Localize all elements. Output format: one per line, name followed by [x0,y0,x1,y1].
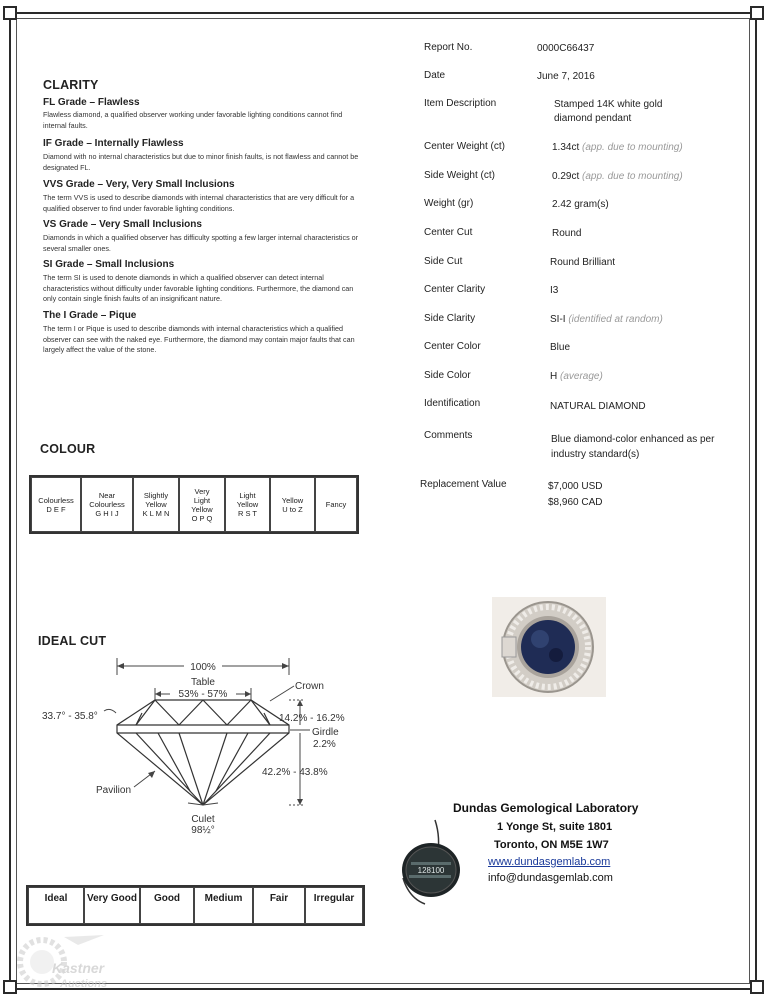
hologram-number: 128100 [417,866,445,875]
colour-cell-name: Very Light Yellow [191,486,213,514]
auction-watermark-logo [8,927,118,997]
colour-cell-name: Light Yellow [236,491,259,509]
side-cut-value: Round Brilliant [550,257,616,268]
side-weight-label: Side Weight (ct) [424,170,495,181]
identification-label: Identification [424,398,481,409]
colour-cell-name: Slightly Yellow [143,491,169,509]
hologram-seal [395,818,463,908]
grade-description: The term SI is used to denote diamonds in which a qualified observer can detect internal characteristics without difficulty under favorable lighting conditions. Furthermore, the diamond can only contain single finish faults of an insignificant nature. [43,273,354,303]
lab-name: Dundas Gemological Laboratory [453,801,639,815]
colour-cell-grades: U to Z [282,504,303,514]
side-color-label: Side Color [424,370,471,381]
side-color-grade: H [550,371,558,382]
report-number-label: Report No. [424,42,473,53]
cut-grade-cell: Very Good [84,887,140,924]
center-clarity-value: I3 [550,285,559,296]
cut-grade-cell: Fair [253,887,305,924]
side-color-note: (average) [560,371,603,382]
center-cut-label: Center Cut [424,227,473,238]
side-cut-label: Side Cut [424,256,463,267]
side-weight-value [552,170,727,184]
comments-value: Blue diamond-color enhanced as per industry standard(s) [551,434,715,460]
colour-cell-grades: G H I J [95,509,119,518]
lab-address-line1: 1 Yonge St, suite 1801 [497,821,613,833]
item-description-value: Stamped 14K white gold diamond pendant [554,99,663,124]
item-description-label: Item Description [424,98,497,109]
colour-cell-grades: R S T [237,509,258,518]
side-clarity-label: Side Clarity [424,313,476,324]
center-color-value: Blue [550,342,571,353]
side-clarity-grade: SI-I [550,314,566,325]
lab-email: info@dundasgemlab.com [488,872,613,884]
crown-label: Crown [295,681,324,692]
side-weight-note: (app. due to mounting) [582,171,683,182]
date-value: June 7, 2016 [537,71,595,82]
svg-text:Auctions: Auctions [60,978,108,990]
replacement-value-usd: $7,000 USD [548,481,603,492]
colour-cell-grades: K L M N [142,509,170,518]
center-weight-amount: 1.34ct [552,142,580,153]
grade-title: VS Grade – Very Small Inclusions [43,219,202,230]
grade-description: Diamonds in which a qualified observer has difficulty spotting a few larger internal characteristics or several smaller ones. [43,233,359,253]
weight-value: 2.42 gram(s) [552,199,609,210]
colour-cell [225,477,270,532]
center-weight-value [552,141,727,155]
crown-angle-label: 33.7° - 35.8° [42,711,98,722]
cut-grade-cell: Medium [194,887,253,924]
corner-ornament [750,980,764,994]
report-number-value: 0000C66437 [537,43,595,54]
lab-address-line2: Toronto, ON M5E 1W7 [494,839,609,851]
ideal-cut-heading: IDEAL CUT [38,634,107,648]
weight-label: Weight (gr) [424,198,474,209]
grade-description: Diamond with no internal characteristics but due to minor finish faults, is not flawless and cannot be designated FL. [43,152,359,172]
grade-description: The term VVS is used to describe diamonds with internal characteristics that are very difficult for a qualified observer to find under favorable lighting conditions. [43,193,355,213]
side-clarity-note: (identified at random) [568,314,663,325]
side-color-value [550,370,725,384]
grade-title: IF Grade – Internally Flawless [43,138,184,149]
girdle-value-label: 2.2% [313,739,336,750]
pavilion-depth-label: 42.2% - 43.8% [262,767,328,778]
center-color-label: Center Color [424,341,481,352]
colour-heading: COLOUR [40,442,96,456]
clarity-heading: CLARITY [43,78,99,92]
colour-cell [31,477,81,532]
comments-label: Comments [424,430,473,441]
center-clarity-label: Center Clarity [424,284,486,295]
colour-cell [179,477,225,532]
identification-value: NATURAL DIAMOND [550,401,646,412]
corner-ornament [3,6,17,20]
girdle-label: Girdle [312,727,339,738]
svg-text:Kastner: Kastner [52,960,105,976]
colour-cell-name: Colourless [38,495,74,505]
replacement-value-label: Replacement Value [420,479,507,490]
pendant-photo [492,597,606,697]
colour-cell [315,477,357,532]
colour-cell [133,477,179,532]
colour-scale-table [29,475,359,534]
side-weight-amount: 0.29ct [552,171,580,182]
colour-cell [270,477,315,532]
grade-title: The I Grade – Pique [43,310,137,321]
table-range-label: 53% - 57% [178,689,228,700]
culet-label: Culet [191,814,215,825]
center-weight-label: Center Weight (ct) [424,141,505,152]
cut-grade-cell: Ideal [28,887,84,924]
grade-title: FL Grade – Flawless [43,97,140,108]
table-title-label: Table [191,677,215,688]
colour-cell-name: Yellow [281,495,304,505]
grade-description: Flawless diamond, a qualified observer working under favorable lighting conditions cannot find internal faults. [43,110,343,130]
width-label: 100% [190,662,216,673]
replacement-value-cad: $8,960 CAD [548,497,603,508]
center-cut-value: Round [552,228,582,239]
diamond-outline [117,700,289,805]
colour-cell-name: Fancy [325,500,347,509]
culet-value-label: 98½° [191,825,215,836]
colour-cell-grades: D E F [46,504,66,514]
cut-grade-cell: Irregular [305,887,363,924]
cut-grade-cell: Good [140,887,194,924]
center-weight-note: (app. due to mounting) [582,142,683,153]
grade-description: The term I or Pique is used to describe diamonds with internal characteristics which a qualified observer can see with the naked eye. Furthermore, the diamond may contain major faults that can largely affect the value of the stone. [43,324,355,354]
grade-title: SI Grade – Small Inclusions [43,259,175,270]
grade-title: VVS Grade – Very, Very Small Inclusions [43,179,235,190]
colour-cell-grades: O P Q [191,513,213,523]
lab-website-link[interactable]: www.dundasgemlab.com [488,856,611,868]
crown-height-label: 14.2% - 16.2% [279,713,345,724]
cut-grade-table [26,885,365,926]
corner-ornament [750,6,764,20]
side-clarity-value [550,313,725,327]
colour-cell [81,477,133,532]
diamond-proportions-diagram [30,655,370,840]
pavilion-label: Pavilion [96,785,132,796]
colour-cell-name: Near Colourless [89,491,125,509]
date-label: Date [424,70,446,81]
